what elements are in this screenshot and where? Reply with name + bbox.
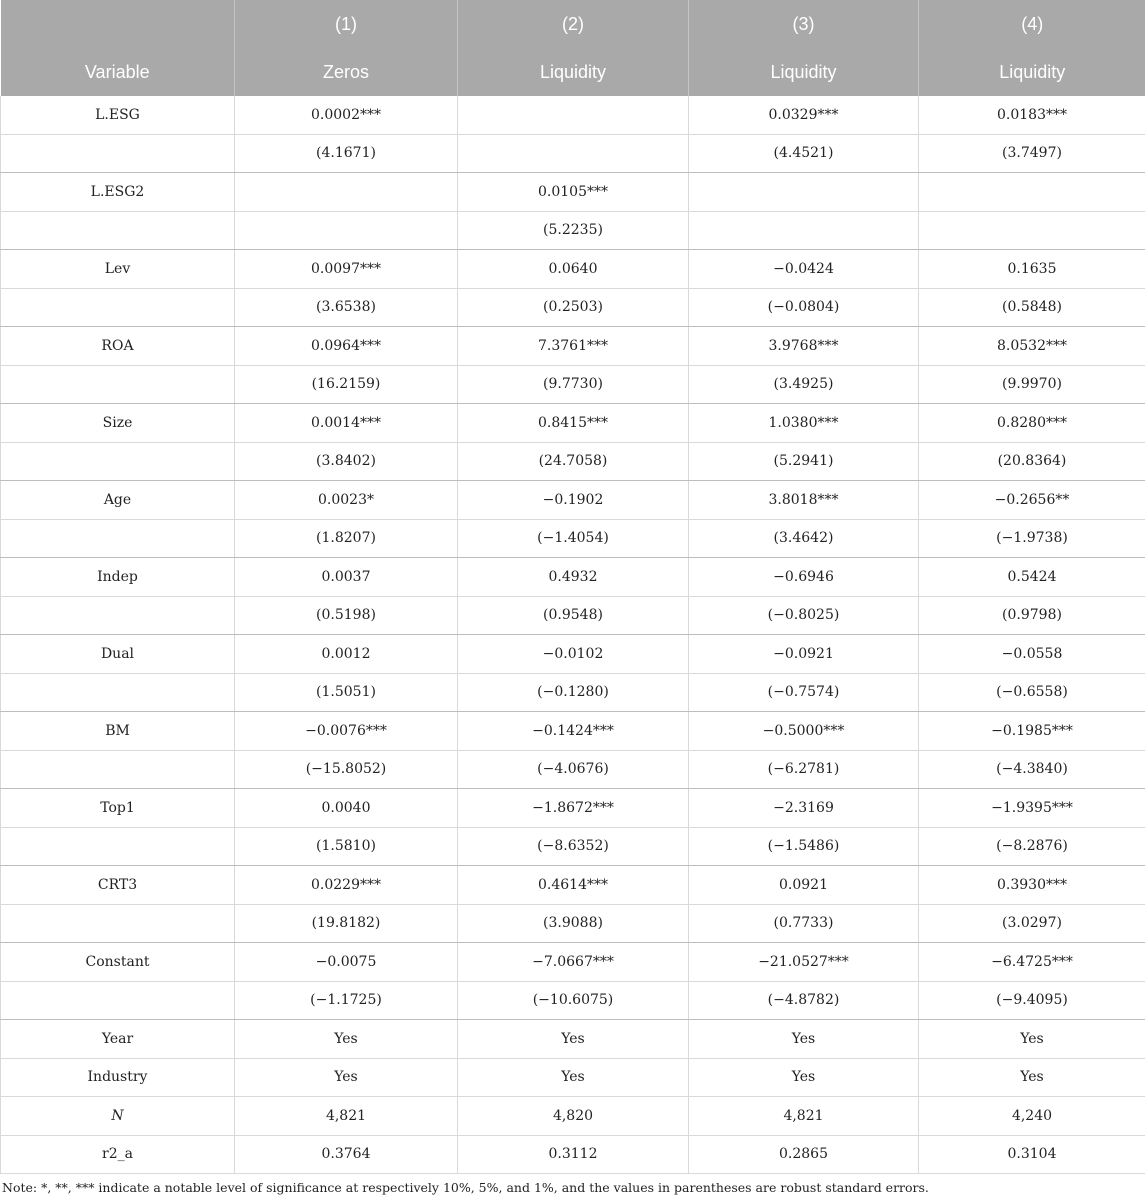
- empty-variable-cell: [1, 981, 235, 1020]
- summary-label-cell: r2_a: [1, 1135, 235, 1174]
- coefficient-cell: 0.0921: [689, 866, 919, 905]
- variable-name-cell: Top1: [1, 789, 235, 828]
- table-row-coefficient: [1, 173, 1145, 212]
- standard-error-cell: (3.6538): [235, 288, 458, 327]
- coefficient-cell: 0.5424: [919, 558, 1145, 597]
- coefficient-cell: −0.0102: [458, 635, 689, 674]
- standard-error-cell: (9.9970): [919, 365, 1145, 404]
- empty-variable-cell: [1, 596, 235, 635]
- standard-error-cell: (3.7497): [919, 134, 1145, 173]
- table-note: Note: *, **, *** indicate a notable level of significance at respectively 10%, 5%, and 1%, and the values in parentheses are robust standard errors.: [2, 1180, 929, 1195]
- standard-error-cell: (5.2941): [689, 442, 919, 481]
- empty-variable-cell: [1, 519, 235, 558]
- variable-name-cell: Dual: [1, 635, 235, 674]
- standard-error-cell: (−0.1280): [458, 673, 689, 712]
- header-model-number: (2): [458, 0, 689, 48]
- table-row-coefficient: [1, 250, 1145, 289]
- table-row-standard-error: [1, 442, 1145, 481]
- standard-error-cell: (−8.6352): [458, 827, 689, 866]
- coefficient-cell: 0.0012: [235, 635, 458, 674]
- table-row-coefficient: [1, 481, 1145, 520]
- standard-error-cell: (−8.2876): [919, 827, 1145, 866]
- coefficient-cell: 0.0329***: [689, 96, 919, 134]
- coefficient-cell: −0.5000***: [689, 712, 919, 751]
- variable-name-cell: Size: [1, 404, 235, 443]
- summary-value-cell: Yes: [235, 1020, 458, 1059]
- variable-name-cell: CRT3: [1, 866, 235, 905]
- coefficient-cell: −21.0527***: [689, 943, 919, 982]
- empty-variable-cell: [1, 442, 235, 481]
- header-dependent-variable: Liquidity: [919, 48, 1145, 96]
- summary-value-cell: Yes: [235, 1058, 458, 1097]
- summary-label-cell: Year: [1, 1020, 235, 1059]
- summary-label-cell: Industry: [1, 1058, 235, 1097]
- standard-error-cell: (0.5198): [235, 596, 458, 635]
- empty-variable-cell: [1, 750, 235, 789]
- standard-error-cell: (−1.1725): [235, 981, 458, 1020]
- table-row-coefficient: [1, 789, 1145, 828]
- standard-error-cell: (16.2159): [235, 365, 458, 404]
- standard-error-cell: (0.9798): [919, 596, 1145, 635]
- standard-error-cell: (−4.3840): [919, 750, 1145, 789]
- coefficient-cell: 0.8415***: [458, 404, 689, 443]
- coefficient-cell: [689, 173, 919, 212]
- header-dependent-variable: Liquidity: [689, 48, 919, 96]
- summary-value-cell: 4,240: [919, 1097, 1145, 1136]
- standard-error-cell: (5.2235): [458, 211, 689, 250]
- empty-variable-cell: [1, 211, 235, 250]
- table-row-coefficient: [1, 327, 1145, 366]
- coefficient-cell: −0.0076***: [235, 712, 458, 751]
- table-row-standard-error: [1, 519, 1145, 558]
- standard-error-cell: [919, 211, 1145, 250]
- standard-error-cell: (−1.9738): [919, 519, 1145, 558]
- table-row-summary: [1, 1097, 1145, 1136]
- table-row-coefficient: [1, 558, 1145, 597]
- summary-value-cell: 4,821: [689, 1097, 919, 1136]
- table-row-standard-error: [1, 211, 1145, 250]
- coefficient-cell: [458, 96, 689, 134]
- header-variable-label: Variable: [1, 48, 235, 96]
- coefficient-cell: [235, 173, 458, 212]
- variable-name-cell: Age: [1, 481, 235, 520]
- summary-value-cell: Yes: [689, 1020, 919, 1059]
- table-row-summary: [1, 1058, 1145, 1097]
- coefficient-cell: 0.1635: [919, 250, 1145, 289]
- variable-name-cell: BM: [1, 712, 235, 751]
- table-row-standard-error: [1, 827, 1145, 866]
- table-row-standard-error: [1, 750, 1145, 789]
- coefficient-cell: −0.0921: [689, 635, 919, 674]
- table-row-coefficient: [1, 712, 1145, 751]
- standard-error-cell: (19.8182): [235, 904, 458, 943]
- standard-error-cell: (−0.8025): [689, 596, 919, 635]
- table-row-standard-error: [1, 288, 1145, 327]
- standard-error-cell: (1.5051): [235, 673, 458, 712]
- standard-error-cell: (4.4521): [689, 134, 919, 173]
- table-row-standard-error: [1, 134, 1145, 173]
- standard-error-cell: (3.8402): [235, 442, 458, 481]
- variable-name-cell: Lev: [1, 250, 235, 289]
- standard-error-cell: (−0.6558): [919, 673, 1145, 712]
- empty-variable-cell: [1, 365, 235, 404]
- coefficient-cell: 0.3930***: [919, 866, 1145, 905]
- header-dependent-variable: Liquidity: [458, 48, 689, 96]
- empty-variable-cell: [1, 904, 235, 943]
- coefficient-cell: 3.8018***: [689, 481, 919, 520]
- standard-error-cell: (9.7730): [458, 365, 689, 404]
- standard-error-cell: (−1.4054): [458, 519, 689, 558]
- table-row-coefficient: [1, 943, 1145, 982]
- summary-label-cell: N: [1, 1097, 235, 1136]
- standard-error-cell: (−0.0804): [689, 288, 919, 327]
- coefficient-cell: 0.0097***: [235, 250, 458, 289]
- standard-error-cell: (−4.0676): [458, 750, 689, 789]
- standard-error-cell: (4.1671): [235, 134, 458, 173]
- standard-error-cell: (0.5848): [919, 288, 1145, 327]
- table-row-coefficient: [1, 866, 1145, 905]
- standard-error-cell: (−10.6075): [458, 981, 689, 1020]
- variable-name-cell: Constant: [1, 943, 235, 982]
- coefficient-cell: −1.8672***: [458, 789, 689, 828]
- variable-name-cell: ROA: [1, 327, 235, 366]
- standard-error-cell: (3.0297): [919, 904, 1145, 943]
- standard-error-cell: (0.2503): [458, 288, 689, 327]
- header-row-dependents: [1, 48, 1145, 96]
- coefficient-cell: −0.1424***: [458, 712, 689, 751]
- coefficient-cell: −0.0424: [689, 250, 919, 289]
- summary-value-cell: Yes: [919, 1020, 1145, 1059]
- summary-value-cell: 0.3112: [458, 1135, 689, 1174]
- coefficient-cell: 0.8280***: [919, 404, 1145, 443]
- header-dependent-variable: Zeros: [235, 48, 458, 96]
- standard-error-cell: (1.8207): [235, 519, 458, 558]
- coefficient-cell: 0.4614***: [458, 866, 689, 905]
- table-row-standard-error: [1, 904, 1145, 943]
- summary-value-cell: 0.3104: [919, 1135, 1145, 1174]
- standard-error-cell: (3.4925): [689, 365, 919, 404]
- coefficient-cell: −1.9395***: [919, 789, 1145, 828]
- header-model-number: (4): [919, 0, 1145, 48]
- table-row-summary: [1, 1020, 1145, 1059]
- table-header: [1, 0, 1145, 96]
- standard-error-cell: (0.7733): [689, 904, 919, 943]
- coefficient-cell: −6.4725***: [919, 943, 1145, 982]
- empty-variable-cell: [1, 673, 235, 712]
- coefficient-cell: 0.0229***: [235, 866, 458, 905]
- coefficient-cell: 1.0380***: [689, 404, 919, 443]
- coefficient-cell: 0.0040: [235, 789, 458, 828]
- table-row-standard-error: [1, 673, 1145, 712]
- table-row-coefficient: [1, 635, 1145, 674]
- table-row-standard-error: [1, 596, 1145, 635]
- summary-value-cell: 0.3764: [235, 1135, 458, 1174]
- coefficient-cell: −0.0075: [235, 943, 458, 982]
- coefficient-cell: 0.0023*: [235, 481, 458, 520]
- coefficient-cell: 0.0105***: [458, 173, 689, 212]
- standard-error-cell: (24.7058): [458, 442, 689, 481]
- standard-error-cell: (−9.4095): [919, 981, 1145, 1020]
- coefficient-cell: [919, 173, 1145, 212]
- coefficient-cell: −2.3169: [689, 789, 919, 828]
- coefficient-cell: 0.0183***: [919, 96, 1145, 134]
- header-blank-cell: [1, 0, 235, 48]
- summary-value-cell: 4,821: [235, 1097, 458, 1136]
- table-row-coefficient: [1, 404, 1145, 443]
- empty-variable-cell: [1, 134, 235, 173]
- table-row-standard-error: [1, 981, 1145, 1020]
- standard-error-cell: (3.4642): [689, 519, 919, 558]
- standard-error-cell: (−0.7574): [689, 673, 919, 712]
- standard-error-cell: (20.8364): [919, 442, 1145, 481]
- coefficient-cell: 0.0964***: [235, 327, 458, 366]
- summary-value-cell: 0.2865: [689, 1135, 919, 1174]
- header-row-model-numbers: [1, 0, 1145, 48]
- coefficient-cell: −0.6946: [689, 558, 919, 597]
- standard-error-cell: (−15.8052): [235, 750, 458, 789]
- variable-name-cell: L.ESG2: [1, 173, 235, 212]
- standard-error-cell: (−1.5486): [689, 827, 919, 866]
- coefficient-cell: 0.4932: [458, 558, 689, 597]
- header-model-number: (3): [689, 0, 919, 48]
- summary-value-cell: Yes: [458, 1058, 689, 1097]
- variable-name-cell: L.ESG: [1, 96, 235, 134]
- header-model-number: (1): [235, 0, 458, 48]
- standard-error-cell: (−6.2781): [689, 750, 919, 789]
- coefficient-cell: −7.0667***: [458, 943, 689, 982]
- coefficient-cell: 3.9768***: [689, 327, 919, 366]
- coefficient-cell: 8.0532***: [919, 327, 1145, 366]
- coefficient-cell: −0.1902: [458, 481, 689, 520]
- summary-value-cell: Yes: [689, 1058, 919, 1097]
- table-row-standard-error: [1, 365, 1145, 404]
- empty-variable-cell: [1, 827, 235, 866]
- summary-value-cell: 4,820: [458, 1097, 689, 1136]
- empty-variable-cell: [1, 288, 235, 327]
- standard-error-cell: (3.9088): [458, 904, 689, 943]
- standard-error-cell: [689, 211, 919, 250]
- standard-error-cell: [458, 134, 689, 173]
- standard-error-cell: (1.5810): [235, 827, 458, 866]
- table-row-summary: [1, 1135, 1145, 1174]
- table-body: [1, 96, 1145, 1174]
- coefficient-cell: 7.3761***: [458, 327, 689, 366]
- standard-error-cell: (−4.8782): [689, 981, 919, 1020]
- summary-value-cell: Yes: [919, 1058, 1145, 1097]
- standard-error-cell: [235, 211, 458, 250]
- coefficient-cell: 0.0002***: [235, 96, 458, 134]
- coefficient-cell: −0.1985***: [919, 712, 1145, 751]
- coefficient-cell: 0.0640: [458, 250, 689, 289]
- coefficient-cell: −0.2656**: [919, 481, 1145, 520]
- coefficient-cell: 0.0014***: [235, 404, 458, 443]
- standard-error-cell: (0.9548): [458, 596, 689, 635]
- coefficient-cell: 0.0037: [235, 558, 458, 597]
- summary-value-cell: Yes: [458, 1020, 689, 1059]
- coefficient-cell: −0.0558: [919, 635, 1145, 674]
- table-row-coefficient: [1, 96, 1145, 134]
- variable-name-cell: Indep: [1, 558, 235, 597]
